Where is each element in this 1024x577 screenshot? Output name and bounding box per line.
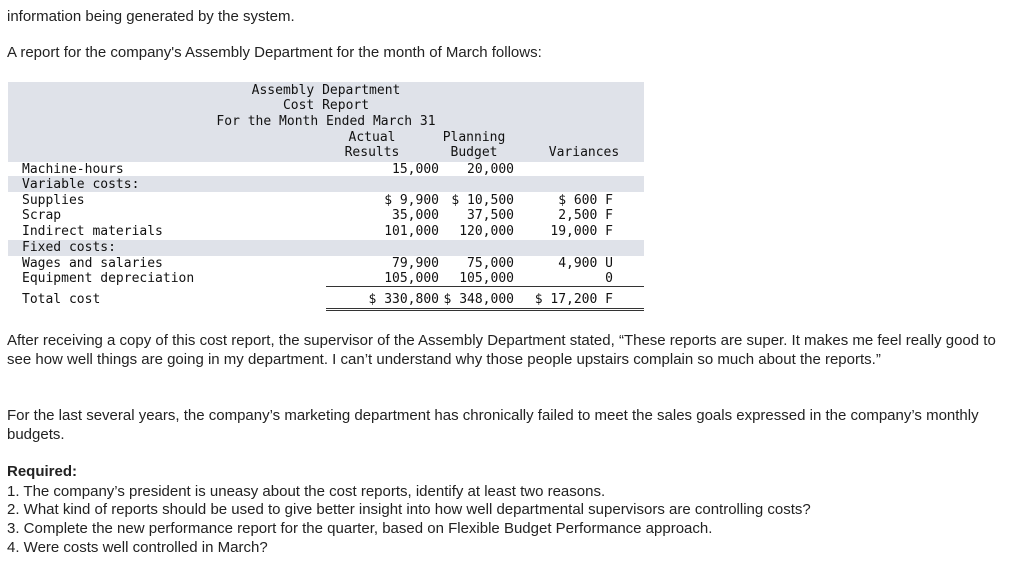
row-label: Fixed costs: [22,240,116,255]
row-label: Wages and salaries [22,256,163,271]
paragraph-supervisor: After receiving a copy of this cost report, the supervisor of the Assembly Department stated, “These reports are super. It makes me feel really good to see how well things are going in my department. I can’t understand why those people upstairs complain so much about the reports.” [7,332,996,368]
col-variances: Variances [548,145,620,160]
row-variance-total: $ 17,200 F [534,292,613,307]
row-variance: 19,000 F [550,224,613,239]
report-subtitle: Cost Report [282,98,370,113]
paragraph-marketing: For the last several years, the company’s marketing department has chronically failed to meet the sales goals expressed in the company’s monthly budgets. [7,407,979,443]
row-label: Machine-hours [22,162,124,177]
row-variance: 0 [605,271,613,286]
row-actual: 15,000 [392,162,439,177]
col-actual-line1: Actual [348,130,396,145]
row-budget: 75,000 [467,256,514,271]
row-label: Scrap [22,208,62,223]
row-budget: 20,000 [467,162,514,177]
row-label: Indirect materials [22,224,163,239]
total-double-line-1 [326,308,644,309]
required-item: 1. The company’s president is uneasy about the cost reports, identify at least two reasons. [7,483,606,500]
row-budget: 120,000 [459,224,514,239]
col-actual-line2: Results [344,145,400,160]
report-intro: A report for the company's Assembly Department for the month of March follows: [7,44,542,61]
row-actual: 79,900 [392,256,439,271]
row-budget: 37,500 [467,208,514,223]
row-budget: 105,000 [459,271,514,286]
row-actual: 35,000 [392,208,439,223]
row-budget-total: $ 348,000 [443,292,514,307]
intro-line: information being generated by the system. [7,8,295,25]
report-period: For the Month Ended March 31 [216,114,436,129]
required-item: 4. Were costs well controlled in March? [7,539,268,556]
cost-report-table [8,82,644,312]
total-double-line-2 [326,310,644,311]
row-actual-total: $ 330,800 [368,292,439,307]
row-budget: $ 10,500 [451,193,514,208]
row-actual: 101,000 [384,224,439,239]
required-item: 2. What kind of reports should be used to give better insight into how well departmental supervisors are controlling costs? [7,501,811,518]
row-label: Variable costs: [22,177,140,192]
required-item: 3. Complete the new performance report for the quarter, based on Flexible Budget Performance approach. [7,520,713,537]
required-heading: Required: [7,463,78,480]
col-budget-line2: Budget [450,145,498,160]
row-actual: $ 9,900 [384,193,439,208]
col-budget-line1: Planning [442,130,506,145]
row-variance: $ 600 F [558,193,613,208]
row-label: Equipment depreciation [22,271,195,286]
row-label: Supplies [22,193,85,208]
row-label-total: Total cost [22,292,101,307]
row-variance: 4,900 U [558,256,613,271]
report-title: Assembly Department [251,83,401,98]
row-actual: 105,000 [384,271,439,286]
total-separator-line [326,286,644,287]
row-variance: 2,500 F [558,208,613,223]
